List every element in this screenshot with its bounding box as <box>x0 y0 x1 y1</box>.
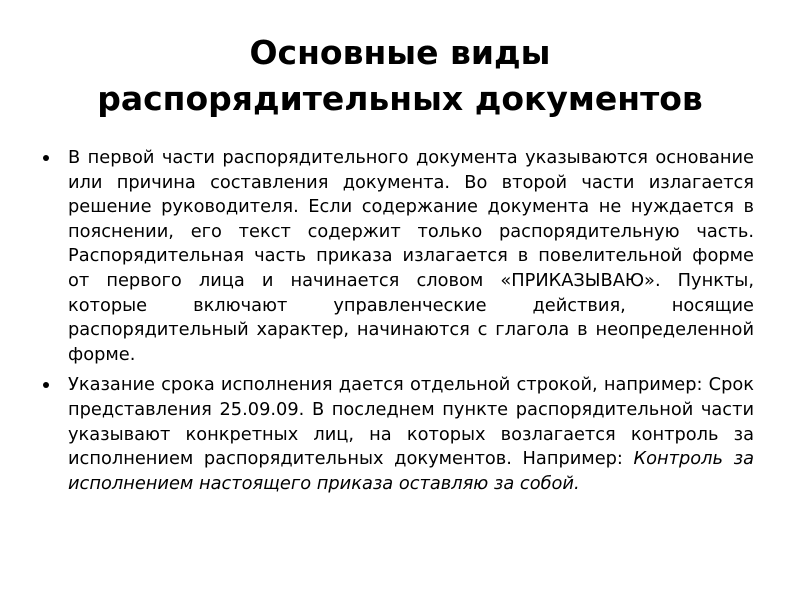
bullet-dot-icon <box>43 382 49 388</box>
bullet-text-2-italic: Контроль за исполнением настоящего приказа оставляю за собой. <box>68 448 754 494</box>
slide-title <box>40 30 760 122</box>
slide-title-line-1: Основные виды <box>249 33 551 72</box>
bullet-list <box>40 146 754 502</box>
bullet-item-1 <box>40 146 754 367</box>
bullet-dot-icon <box>43 155 49 161</box>
slide-title-line-2: распорядительных документов <box>97 79 703 118</box>
bullet-item-2 <box>40 373 754 496</box>
bullet-text-1: В первой части распорядительного документа указываются основание или причина составления документа. Во второй части излагается решение руководителя. Если содержание документа не нуждается в пояснении, его текст содержит только распорядительную часть. Распорядительная часть приказа излагается в повелительной форме от первого лица и начинается словом «ПРИКАЗЫВАЮ». Пункты, которые включают управленческие действия, носящие распорядительный характер, начинаются с глагола в неопределенной форме. <box>68 147 754 365</box>
bullet-text-2 <box>68 374 754 493</box>
bullet-text-2-regular: Указание срока исполнения дается отдельной строкой, например: Срок представления 25.09.09. В последнем пункте распорядительной части указывают конкретных лиц, на которых возлагается контроль за исполнением распорядительных документов. Например: <box>68 374 754 470</box>
